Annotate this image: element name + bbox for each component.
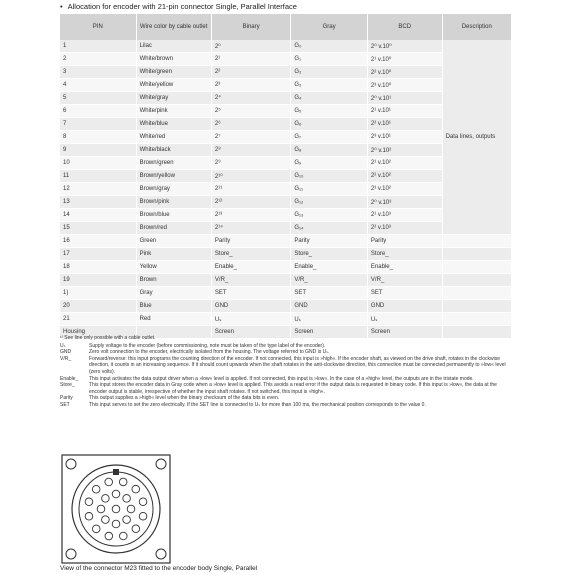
pin-cell: 5 bbox=[60, 92, 136, 105]
pin-cell: 14 bbox=[60, 209, 136, 222]
header-pin: PIN bbox=[60, 14, 136, 40]
binary-cell: Parity bbox=[211, 235, 290, 248]
bcd-cell: 2⁰ v.10³ bbox=[367, 196, 442, 209]
connector-pin bbox=[123, 516, 131, 524]
header-bcd: BCD bbox=[367, 14, 442, 40]
binary-cell: SET bbox=[211, 287, 290, 300]
pin-cell: 3 bbox=[60, 66, 136, 79]
connector-pin bbox=[127, 505, 135, 513]
connector-pin bbox=[105, 478, 113, 486]
pin-cell: 19 bbox=[60, 274, 136, 287]
table-row bbox=[60, 300, 512, 313]
connector-pin bbox=[132, 525, 140, 533]
bcd-cell: 2¹ v.10⁰ bbox=[367, 53, 442, 66]
note-item bbox=[60, 382, 515, 395]
wire-color-cell: Lilac bbox=[136, 40, 211, 53]
gray-cell: G₂ bbox=[291, 66, 368, 79]
note-item bbox=[60, 376, 515, 383]
wire-color-cell: Red bbox=[136, 313, 211, 326]
note-term: Parity bbox=[60, 395, 73, 402]
connector-outer-ring bbox=[72, 465, 160, 553]
binary-cell: GND bbox=[211, 300, 290, 313]
bcd-cell: Store_ bbox=[367, 248, 442, 261]
connector-inner-ring bbox=[79, 472, 153, 546]
gray-cell: G₁₁ bbox=[291, 183, 368, 196]
header-description: Description bbox=[442, 14, 511, 40]
pin-cell: 17 bbox=[60, 248, 136, 261]
gray-cell: G₆ bbox=[291, 118, 368, 131]
bcd-cell: 2³ v.10⁰ bbox=[367, 79, 442, 92]
header-binary: Binary bbox=[211, 14, 290, 40]
wire-color-cell: Blue bbox=[136, 300, 211, 313]
bcd-cell: 2⁰ v.10¹ bbox=[367, 92, 442, 105]
connector-pin bbox=[92, 485, 100, 493]
description-cell-empty bbox=[442, 248, 511, 261]
bcd-cell: 2² v.10³ bbox=[367, 222, 442, 235]
wire-color-cell: White/blue bbox=[136, 118, 211, 131]
pin-cell: Housing bbox=[60, 326, 136, 339]
connector-pin bbox=[123, 495, 131, 503]
gray-cell: SET bbox=[291, 287, 368, 300]
connector-pin bbox=[92, 525, 100, 533]
footnote: ¹⁾ See line only possible with a cable outlet. bbox=[60, 335, 156, 341]
binary-cell: 2⁴ bbox=[211, 92, 290, 105]
connector-pin bbox=[105, 532, 113, 540]
wire-color-cell: Brown/green bbox=[136, 157, 211, 170]
note-term: Uₛ bbox=[60, 342, 66, 349]
description-cell-empty bbox=[442, 313, 511, 326]
section-heading-text: Allocation for encoder with 21-pin connector Single, Parallel Interface bbox=[67, 2, 297, 11]
note-item bbox=[60, 356, 515, 376]
wire-color-cell: Green bbox=[136, 235, 211, 248]
description-cell: Data lines, outputs bbox=[442, 40, 511, 235]
connector-pin bbox=[119, 478, 127, 486]
bcd-cell: Screen bbox=[367, 326, 442, 339]
binary-cell: 2¹³ bbox=[211, 209, 290, 222]
binary-cell: V/R_ bbox=[211, 274, 290, 287]
table-row bbox=[60, 313, 512, 326]
gray-cell: Screen bbox=[291, 326, 368, 339]
gray-cell: GND bbox=[291, 300, 368, 313]
mount-hole-bottom-right bbox=[156, 549, 166, 559]
wire-color-cell: White/red bbox=[136, 131, 211, 144]
wire-color-cell: Brown/yellow bbox=[136, 170, 211, 183]
description-cell-empty bbox=[442, 235, 511, 248]
wire-color-cell: Pink bbox=[136, 248, 211, 261]
binary-cell: 2¹⁴ bbox=[211, 222, 290, 235]
bcd-cell: SET bbox=[367, 287, 442, 300]
pin-cell: 9 bbox=[60, 144, 136, 157]
header-gray: Gray bbox=[291, 14, 368, 40]
binary-cell: Enable_ bbox=[211, 261, 290, 274]
table-row bbox=[60, 287, 512, 300]
bcd-cell: 2² v.10⁰ bbox=[367, 66, 442, 79]
connector-pins bbox=[85, 478, 147, 540]
connector-pin bbox=[85, 512, 93, 520]
connector-m23-diagram bbox=[60, 453, 172, 565]
bcd-cell: 2⁰ v.10² bbox=[367, 144, 442, 157]
binary-cell: 2¹¹ bbox=[211, 183, 290, 196]
connector-caption: View of the connector M23 fitted to the encoder body Single, Parallel bbox=[60, 565, 258, 572]
gray-cell: G₉ bbox=[291, 157, 368, 170]
pin-cell: 4 bbox=[60, 79, 136, 92]
note-text: This output supplies a »high« level when the binary checksum of the data bits is even. bbox=[89, 395, 280, 402]
note-text: Forward/reverse: this input programs the counting direction of the encoder. If not connected, this input is »high«. If the encoder shaft, as viewed on the drive shaft, rotates in the clockwise direction, it counts in an increasing sequence. If it should count upwards when the shaft rotates in the anti-clockwise direction, this connection must be connected permanently to »low« level (zero volts). bbox=[89, 355, 506, 375]
wire-color-cell: White/brown bbox=[136, 53, 211, 66]
note-term: V/R_ bbox=[60, 355, 72, 362]
note-item bbox=[60, 402, 515, 409]
binary-cell: 2² bbox=[211, 66, 290, 79]
bcd-cell: 2³ v.10¹ bbox=[367, 131, 442, 144]
pin-allocation-table bbox=[60, 14, 512, 339]
wire-color-cell: Brown/red bbox=[136, 222, 211, 235]
gray-cell: Uₛ bbox=[291, 313, 368, 326]
note-item bbox=[60, 395, 515, 402]
connector-pin bbox=[119, 532, 127, 540]
binary-cell: 2⁸ bbox=[211, 144, 290, 157]
mount-hole-bottom-left bbox=[66, 549, 76, 559]
pin-cell: 8 bbox=[60, 131, 136, 144]
pin-cell: 18 bbox=[60, 261, 136, 274]
gray-cell: G₁ bbox=[291, 53, 368, 66]
wire-color-cell: White/pink bbox=[136, 105, 211, 118]
note-item bbox=[60, 343, 515, 350]
bcd-cell: 2¹ v.10² bbox=[367, 157, 442, 170]
connector-key bbox=[113, 469, 119, 475]
pin-cell: 15 bbox=[60, 222, 136, 235]
binary-cell: Store_ bbox=[211, 248, 290, 261]
gray-cell: G₁₂ bbox=[291, 196, 368, 209]
gray-cell: Store_ bbox=[291, 248, 368, 261]
bcd-cell: GND bbox=[367, 300, 442, 313]
mount-hole-top-right bbox=[156, 459, 166, 469]
bcd-cell: 2² v.10² bbox=[367, 170, 442, 183]
gray-cell: G₈ bbox=[291, 144, 368, 157]
connector-pin bbox=[139, 498, 147, 506]
gray-cell: G₄ bbox=[291, 92, 368, 105]
gray-cell: G₃ bbox=[291, 79, 368, 92]
pin-cell: 1 bbox=[60, 40, 136, 53]
table-row bbox=[60, 248, 512, 261]
note-text: Supply voltage to the encoder (before commissioning, note must be taken of the type label of the encoder). bbox=[89, 342, 326, 349]
note-list bbox=[60, 343, 515, 409]
binary-cell: 2⁶ bbox=[211, 118, 290, 131]
note-text: This input stores the encoder data in Gray code when a »low« level is applied. This avoids a read error if the output data is requested in binary code. If this input is »low«, the data at the encoder output is stable, irrespective of whether the input shaft rotates. If not switched, this input is »high«. bbox=[89, 382, 497, 395]
pin-cell: 1) bbox=[60, 287, 136, 300]
pin-cell: 21 bbox=[60, 313, 136, 326]
note-term: SET bbox=[60, 401, 70, 408]
bcd-cell: 2¹ v.10³ bbox=[367, 209, 442, 222]
connector-pin bbox=[102, 495, 110, 503]
binary-cell: Screen bbox=[211, 326, 290, 339]
gray-cell: G₅ bbox=[291, 105, 368, 118]
wire-color-cell: Yellow bbox=[136, 261, 211, 274]
pin-cell: 10 bbox=[60, 157, 136, 170]
pin-cell: 16 bbox=[60, 235, 136, 248]
connector-pin bbox=[112, 505, 120, 513]
mount-hole-top-left bbox=[66, 459, 76, 469]
table-header-row bbox=[60, 14, 512, 40]
wire-color-cell: Brown/pink bbox=[136, 196, 211, 209]
gray-cell: G₇ bbox=[291, 131, 368, 144]
note-text: This input serves to set the zero electrically. If the SET line is connected to Uₛ for more than 100 ms, the mechanical position corresponds to the value 0. bbox=[89, 401, 426, 408]
wire-color-cell: White/gray bbox=[136, 92, 211, 105]
note-text: This input activates the data output driver when a »low« level is applied. If not connected, this input is »low«. In the case of a »high« level, the outputs are in the tristate mode. bbox=[89, 375, 474, 382]
table-row bbox=[60, 261, 512, 274]
wire-color-cell: Brown bbox=[136, 274, 211, 287]
binary-cell: 2¹² bbox=[211, 196, 290, 209]
gray-cell: V/R_ bbox=[291, 274, 368, 287]
note-term: Store_ bbox=[60, 382, 75, 389]
note-text: Zero volt connection to the encoder, electrically isolated from the housing. The voltage referred to GND is Uₛ. bbox=[89, 349, 330, 356]
bcd-cell: Enable_ bbox=[367, 261, 442, 274]
pin-cell: 13 bbox=[60, 196, 136, 209]
bullet: • bbox=[60, 2, 63, 11]
note-term: GND bbox=[60, 349, 72, 356]
wire-color-cell: Brown/gray bbox=[136, 183, 211, 196]
bcd-cell: 2⁰ v.10⁰ bbox=[367, 40, 442, 53]
description-cell-empty bbox=[442, 261, 511, 274]
wire-color-cell: Brown/blue bbox=[136, 209, 211, 222]
connector-pin bbox=[85, 498, 93, 506]
bcd-cell: 2² v.10¹ bbox=[367, 118, 442, 131]
notes-section bbox=[60, 335, 515, 409]
pin-cell: 2 bbox=[60, 53, 136, 66]
gray-cell: Enable_ bbox=[291, 261, 368, 274]
table-row bbox=[60, 40, 512, 53]
gray-cell: G₀ bbox=[291, 40, 368, 53]
connector-pin bbox=[132, 485, 140, 493]
pin-cell: 20 bbox=[60, 300, 136, 313]
pin-cell: 6 bbox=[60, 105, 136, 118]
gray-cell: G₁₀ bbox=[291, 170, 368, 183]
binary-cell: 2³ bbox=[211, 79, 290, 92]
connector-pin bbox=[102, 516, 110, 524]
binary-cell: 2⁵ bbox=[211, 105, 290, 118]
note-term: Enable_ bbox=[60, 375, 79, 382]
binary-cell: 2¹ bbox=[211, 53, 290, 66]
wire-color-cell: White/black bbox=[136, 144, 211, 157]
binary-cell: Uₛ bbox=[211, 313, 290, 326]
binary-cell: 2⁹ bbox=[211, 157, 290, 170]
description-cell-empty bbox=[442, 287, 511, 300]
binary-cell: 2¹⁰ bbox=[211, 170, 290, 183]
description-cell-empty bbox=[442, 274, 511, 287]
connector-pin bbox=[139, 512, 147, 520]
binary-cell: 2⁷ bbox=[211, 131, 290, 144]
bcd-cell: Parity bbox=[367, 235, 442, 248]
table-row bbox=[60, 274, 512, 287]
table-row bbox=[60, 235, 512, 248]
wire-color-cell: White/yellow bbox=[136, 79, 211, 92]
connector-pin bbox=[112, 520, 120, 528]
gray-cell: G₁₄ bbox=[291, 222, 368, 235]
bcd-cell: V/R_ bbox=[367, 274, 442, 287]
wire-color-cell: White/green bbox=[136, 66, 211, 79]
header-wire-color: Wire color by cable outlet bbox=[136, 14, 211, 40]
section-heading bbox=[60, 2, 297, 11]
gray-cell: G₁₃ bbox=[291, 209, 368, 222]
pin-cell: 11 bbox=[60, 170, 136, 183]
connector-pin bbox=[112, 490, 120, 498]
binary-cell: 2⁰ bbox=[211, 40, 290, 53]
pin-cell: 7 bbox=[60, 118, 136, 131]
bcd-cell: 2³ v.10² bbox=[367, 183, 442, 196]
pin-cell: 12 bbox=[60, 183, 136, 196]
connector-pin bbox=[97, 505, 105, 513]
gray-cell: Parity bbox=[291, 235, 368, 248]
wire-color-cell: Gray bbox=[136, 287, 211, 300]
bcd-cell: Uₛ bbox=[367, 313, 442, 326]
note-item bbox=[60, 349, 515, 356]
description-cell-empty bbox=[442, 300, 511, 313]
bcd-cell: 2¹ v.10¹ bbox=[367, 105, 442, 118]
